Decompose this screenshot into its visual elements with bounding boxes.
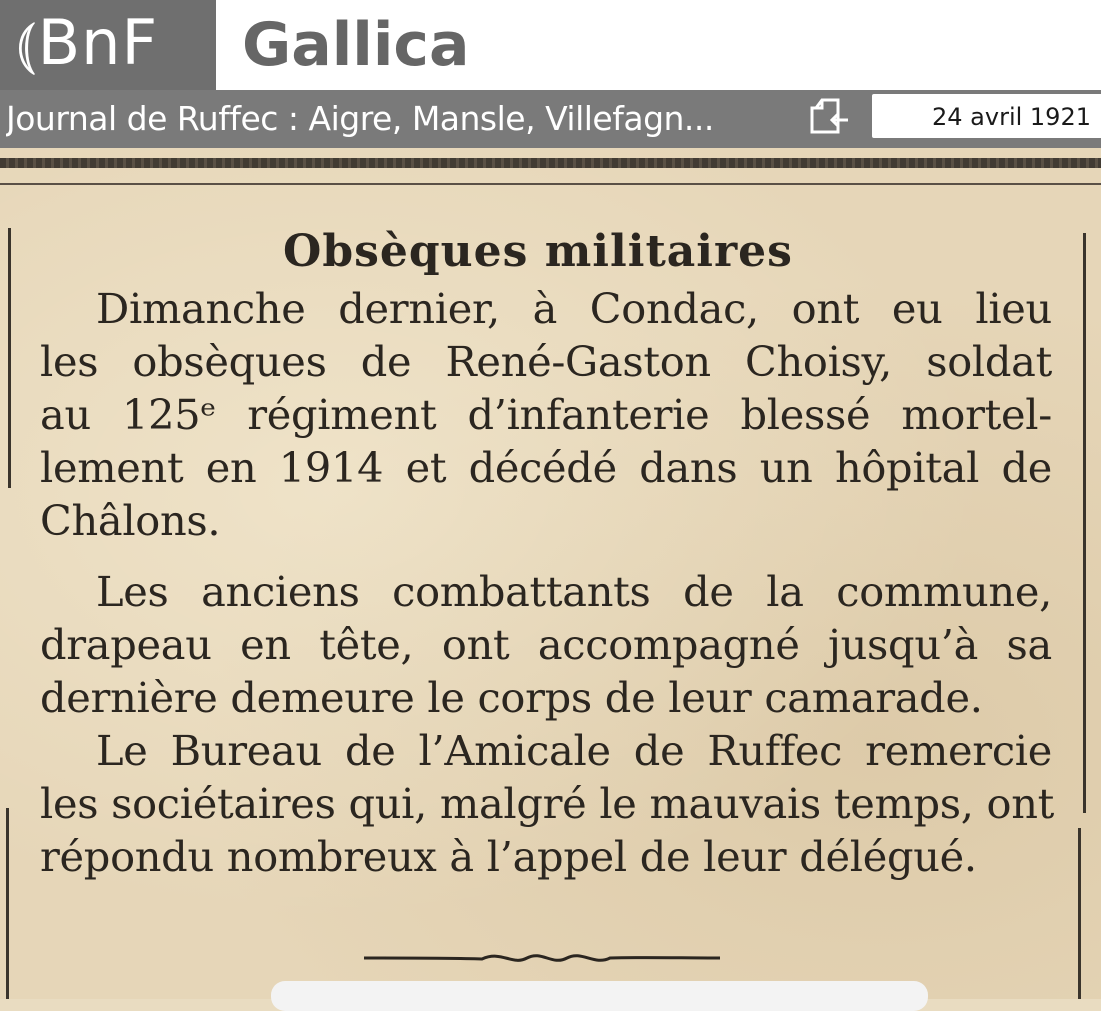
text-line: dernière demeure le corps de leur camarade. (40, 673, 983, 722)
text-line: répondu nombreux à l’appel de leur délégué. (40, 832, 977, 881)
bottom-toolbar-handle[interactable] (271, 981, 928, 1011)
issue-date[interactable]: 24 avril 1921 (872, 94, 1101, 138)
text-line: drapeau en tête, ont accompagné jusqu’à sa (40, 620, 1052, 669)
text-line: lement en 1914 et décédé dans un hôpital de (40, 443, 1052, 492)
column-rule-right-lower (1078, 828, 1081, 999)
paragraph-1 (40, 282, 1052, 547)
top-rule (0, 158, 1101, 168)
paragraph-3 (40, 724, 1055, 883)
article (40, 222, 1055, 883)
thin-rule (0, 183, 1101, 185)
ornament-divider (362, 946, 722, 970)
gallica-logo[interactable]: Gallica (242, 10, 470, 80)
text-line: Châlons. (40, 496, 221, 545)
bnf-logo[interactable]: ⦅BnF (0, 0, 216, 90)
text-line: Dimanche dernier, à Condac, ont eu lieu (96, 284, 1052, 333)
article-headline: Obsèques militaires (283, 226, 793, 277)
text-line: les sociétaires qui, malgré le mauvais temps, ont (40, 779, 1055, 828)
text-line: au 125ᵉ régiment d’infanterie blessé mortel- (40, 390, 1052, 439)
share-icon[interactable] (808, 94, 850, 138)
text-line: Les anciens combattants de la commune, (96, 567, 1052, 616)
newspaper-clipping (0, 148, 1101, 999)
column-rule-left (8, 228, 11, 488)
text-line: les obsèques de René-Gaston Choisy, soldat (40, 337, 1052, 386)
paragraph-2 (40, 565, 1052, 724)
column-rule-left-lower (6, 808, 9, 999)
document-title[interactable]: Journal de Ruffec : Aigre, Mansle, Villefagn... (6, 99, 714, 138)
column-rule-right (1083, 233, 1086, 813)
text-line: Le Bureau de l’Amicale de Ruffec remercie (96, 726, 1052, 775)
top-header (0, 0, 1101, 90)
